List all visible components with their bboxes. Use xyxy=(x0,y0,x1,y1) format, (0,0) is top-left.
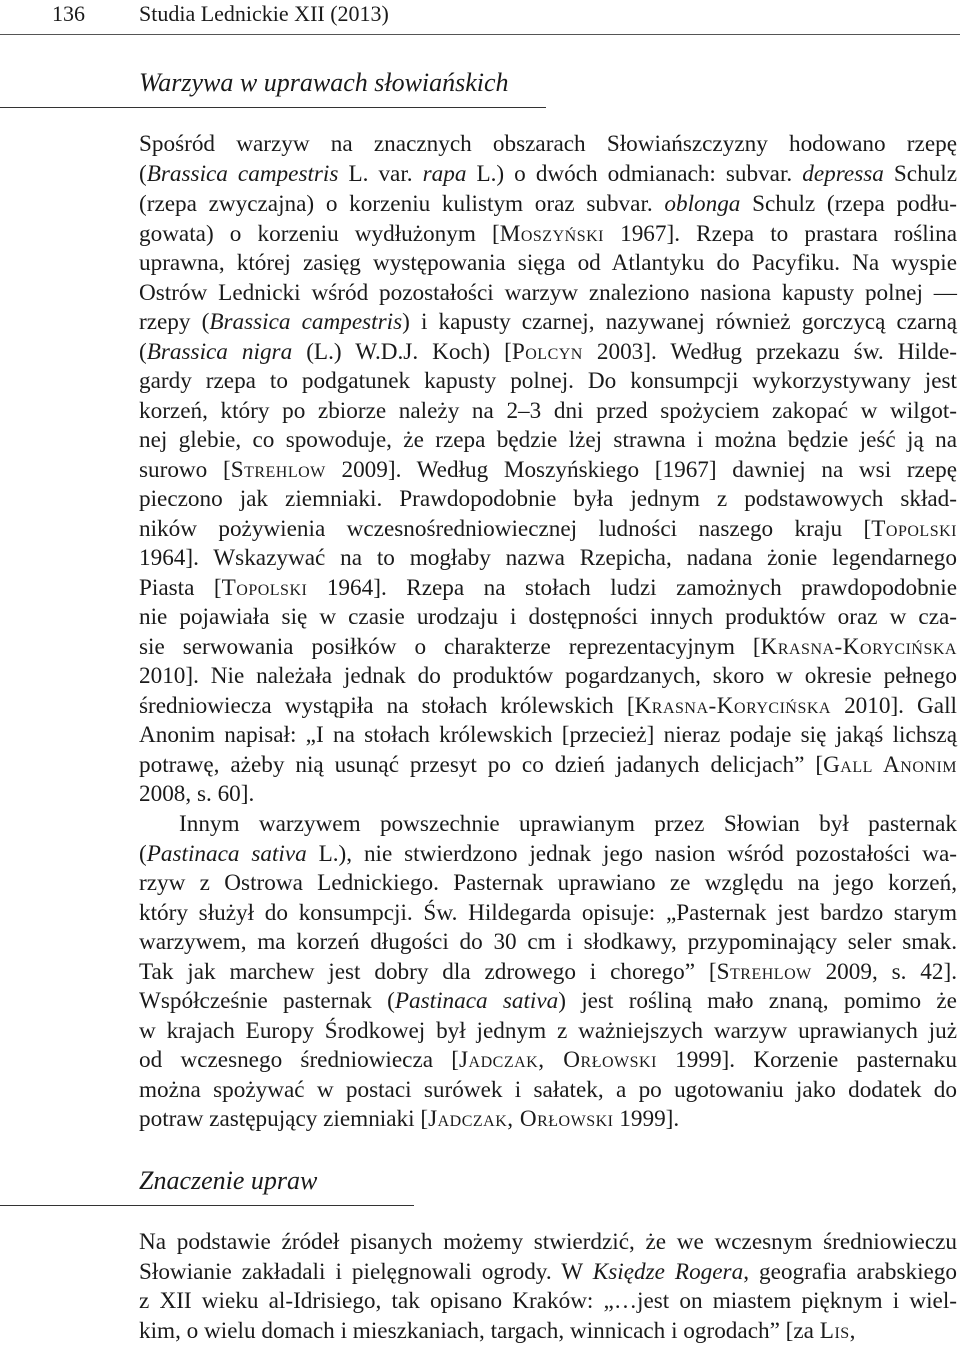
italic-term: rapa xyxy=(422,161,467,187)
text-line xyxy=(139,633,957,662)
section-rule-1 xyxy=(0,107,546,108)
text-line xyxy=(139,220,957,249)
text-line xyxy=(139,279,957,308)
text-run: z XII wieku al-Idrisiego, tak opisano Kraków: „…jest on miastem pięknym i wiel- xyxy=(139,1288,957,1314)
text-line xyxy=(139,928,957,957)
text-run: Schulz (rzepa podłu- xyxy=(740,191,957,217)
text-line xyxy=(139,1258,957,1287)
text-run: korzeń, który po zbiorze należy na 2–3 dni przed spożyciem zakopać w wilgot- xyxy=(139,398,957,424)
italic-term: Pastinaca sativa xyxy=(146,841,307,867)
text-run: ników pożywienia wczesnośredniowiecznej ludności naszego kraju [ xyxy=(139,516,872,542)
section-title-warzywa: Warzywa w uprawach słowiańskich xyxy=(139,68,509,97)
text-run: Słowianie zakładali i pielęgnowali ogrody. W xyxy=(139,1259,593,1285)
text-run: , xyxy=(849,1318,856,1344)
text-line xyxy=(139,308,957,337)
text-run: 2010]. Nie należała jednak do produktów pogardzanych, skoro w okresie pełnego xyxy=(139,663,957,689)
text-line xyxy=(139,426,957,455)
citation-author: Polcyn xyxy=(511,339,583,365)
section-title-znaczenie: Znaczenie upraw xyxy=(139,1166,318,1195)
text-line xyxy=(139,160,957,189)
text-run: Schulz xyxy=(883,161,957,187)
text-line xyxy=(139,751,957,780)
text-run: Tak jak marchew jest dobry dla zdrowego i chorego” [ xyxy=(139,959,717,985)
text-run: warzywem, ma korzeń długości do 30 cm i słodkawy, przypominający seler smak. xyxy=(139,929,957,955)
text-line xyxy=(139,397,957,426)
text-run: nej glebie, co spowoduje, że rzepa będzie lżej strawna i można będzie jeść ją na xyxy=(139,427,957,453)
text-line xyxy=(139,958,957,987)
text-line xyxy=(139,1076,957,1105)
text-line xyxy=(139,515,957,544)
text-run: 2008, s. 60]. xyxy=(139,781,255,807)
italic-term: Brassica campestris xyxy=(209,309,403,335)
text-run: L.) o dwóch odmianach: subvar. xyxy=(466,161,803,187)
running-title: Studia Lednickie XII (2013) xyxy=(139,1,389,26)
text-run: ( xyxy=(139,339,147,365)
text-line xyxy=(139,662,957,691)
text-run: w krajach Europy Środkowej był jednym z ważniejszych warzyw uprawianych już xyxy=(139,1018,957,1044)
text-line xyxy=(139,338,957,367)
text-line xyxy=(139,544,957,573)
text-line xyxy=(139,987,957,1016)
text-line xyxy=(139,1317,957,1346)
text-run: Współcześnie pasternak ( xyxy=(139,988,395,1014)
text-line xyxy=(139,249,957,278)
text-line xyxy=(139,603,957,632)
text-run: pieczono jak ziemniaki. Prawdopodobnie była jednym z podstawowych skład- xyxy=(139,486,957,512)
text-line xyxy=(139,1228,957,1257)
text-run: (L.) W.D.J. Koch) [ xyxy=(292,339,512,365)
text-line xyxy=(179,810,957,839)
italic-term: depressa xyxy=(802,161,884,187)
text-line xyxy=(139,190,957,219)
text-line xyxy=(139,456,957,485)
italic-term: Księdze Rogera xyxy=(592,1259,744,1285)
text-run: 2010]. Gall xyxy=(830,693,957,719)
text-run: gowata) o korzeniu wydłużonym [ xyxy=(139,221,500,247)
text-run: Piasta [ xyxy=(139,575,222,601)
text-run: 1999]. Korzenie pasternaku xyxy=(656,1047,957,1073)
text-run: ) jest rośliną mało znaną, pomimo że xyxy=(558,988,957,1014)
text-run: Innym warzywem powszechnie uprawianym przez Słowian był pasternak xyxy=(179,811,957,837)
citation-author: Moszyński xyxy=(499,221,604,247)
text-run: surowo [ xyxy=(139,457,231,483)
text-line xyxy=(139,869,957,898)
text-run: Spośród warzyw na znacznych obszarach Słowiańszczyzny hodowano rzepę xyxy=(139,131,957,157)
citation-author: Krasna-Korycińska xyxy=(760,634,957,660)
header-rule xyxy=(0,34,960,35)
text-run: uprawna, której zasięg występowania sięga od Atlantyku do Pacyfiku. Na wyspie xyxy=(139,250,957,276)
italic-term: Brassica campestris xyxy=(146,161,339,187)
text-line xyxy=(139,1046,957,1075)
text-run: średniowiecza wystąpiła na stołach królewskich [ xyxy=(139,693,635,719)
text-run: Na podstawie źródeł pisanych możemy stwierdzić, że we wczesnym średniowieczu xyxy=(139,1229,957,1255)
text-run: potrawę, ażeby nią usunąć przesyt po co dzień jadanych delicjach” [ xyxy=(139,752,824,778)
text-run: 1964]. Rzepa na stołach ludzi zamożnych prawdopodobnie xyxy=(307,575,958,601)
text-run: nie pojawiała się w czasie urodzaju i dostępności innych produktów oraz w cza- xyxy=(139,604,957,630)
text-run: 1964]. Wskazywać na to mogłaby nazwa Rzepicha, nadana żonie legendarnego xyxy=(139,545,957,571)
italic-term: Pastinaca sativa xyxy=(394,988,559,1014)
text-run: rzyw z Ostrowa Lednickiego. Pasternak uprawiano ze względu na jego korzeń, xyxy=(139,870,957,896)
text-run: ) i kapusty czarnej, nazywanej również gorczycą czarną xyxy=(402,309,957,335)
text-line xyxy=(139,721,957,750)
text-run: gardy rzepa to podgatunek kapusty polnej. Do konsumpcji wykorzystywany jest xyxy=(139,368,957,394)
text-run: L. var. xyxy=(338,161,423,187)
text-line xyxy=(139,574,957,603)
page-number: 136 xyxy=(52,1,85,26)
text-run: 2009]. Według Moszyńskiego [1967] dawniej na wsi rzepę xyxy=(325,457,958,483)
text-run: Anonim napisał: „I na stołach królewskich [przecież] nieraz podaje się jakąś lichszą xyxy=(139,722,957,748)
text-run: , geografia arabskiego xyxy=(743,1259,957,1285)
citation-author: Lis xyxy=(819,1318,850,1344)
text-run: 1967]. Rzepa to prastara roślina xyxy=(603,221,957,247)
text-line xyxy=(139,692,957,721)
text-run: 2003]. Według przekazu św. Hilde- xyxy=(582,339,957,365)
text-run: L.), nie stwierdzono jednak jego nasion wśród pozostałości wa- xyxy=(306,841,957,867)
text-run: sie serwowania posiłków o charakterze reprezentacyjnym [ xyxy=(139,634,761,660)
citation-author: Strehlow xyxy=(230,457,326,483)
text-run: Ostrów Lednicki wśród pozostałości warzyw znaleziono nasiona kapusty polnej — xyxy=(139,280,957,306)
text-line xyxy=(139,1105,957,1134)
citation-author: Jadczak, Orłowski xyxy=(428,1106,614,1132)
text-line xyxy=(139,840,957,869)
italic-term: oblonga xyxy=(664,191,741,217)
text-line xyxy=(139,367,957,396)
text-run: który służył do konsumpcji. Św. Hildegarda opisuje: „Pasternak jest bardzo starym xyxy=(139,900,957,926)
text-run: (rzepa zwyczajna) o korzeniu kulistym oraz subvar. xyxy=(139,191,665,217)
text-line xyxy=(139,899,957,928)
text-run: ( xyxy=(139,161,147,187)
text-run: można spożywać w postaci surówek i sałatek, a po ugotowaniu jako dodatek do xyxy=(139,1077,957,1103)
text-run: 2009, s. 42]. xyxy=(811,959,957,985)
citation-author: Topolski xyxy=(221,575,308,601)
italic-term: Brassica nigra xyxy=(146,339,293,365)
text-line xyxy=(139,485,957,514)
citation-author: Jadczak, Orłowski xyxy=(459,1047,657,1073)
citation-author: Krasna-Korycińska xyxy=(634,693,831,719)
text-run: kim, o wielu domach i mieszkaniach, targach, winnicach i ogrodach” [za xyxy=(139,1318,820,1344)
text-run: od wczesnego średniowiecza [ xyxy=(139,1047,460,1073)
text-line xyxy=(139,1287,957,1316)
text-line xyxy=(139,1017,957,1046)
text-run: potraw zastępujący ziemniaki [ xyxy=(139,1106,429,1132)
text-line xyxy=(139,130,957,159)
text-line xyxy=(139,780,957,809)
section-rule-2 xyxy=(0,1205,414,1206)
citation-author: Topolski xyxy=(871,516,957,542)
citation-author: Gall Anonim xyxy=(823,752,958,778)
text-run: 1999]. xyxy=(613,1106,680,1132)
citation-author: Strehlow xyxy=(716,959,812,985)
text-run: ( xyxy=(139,841,147,867)
text-run: rzepy ( xyxy=(139,309,210,335)
